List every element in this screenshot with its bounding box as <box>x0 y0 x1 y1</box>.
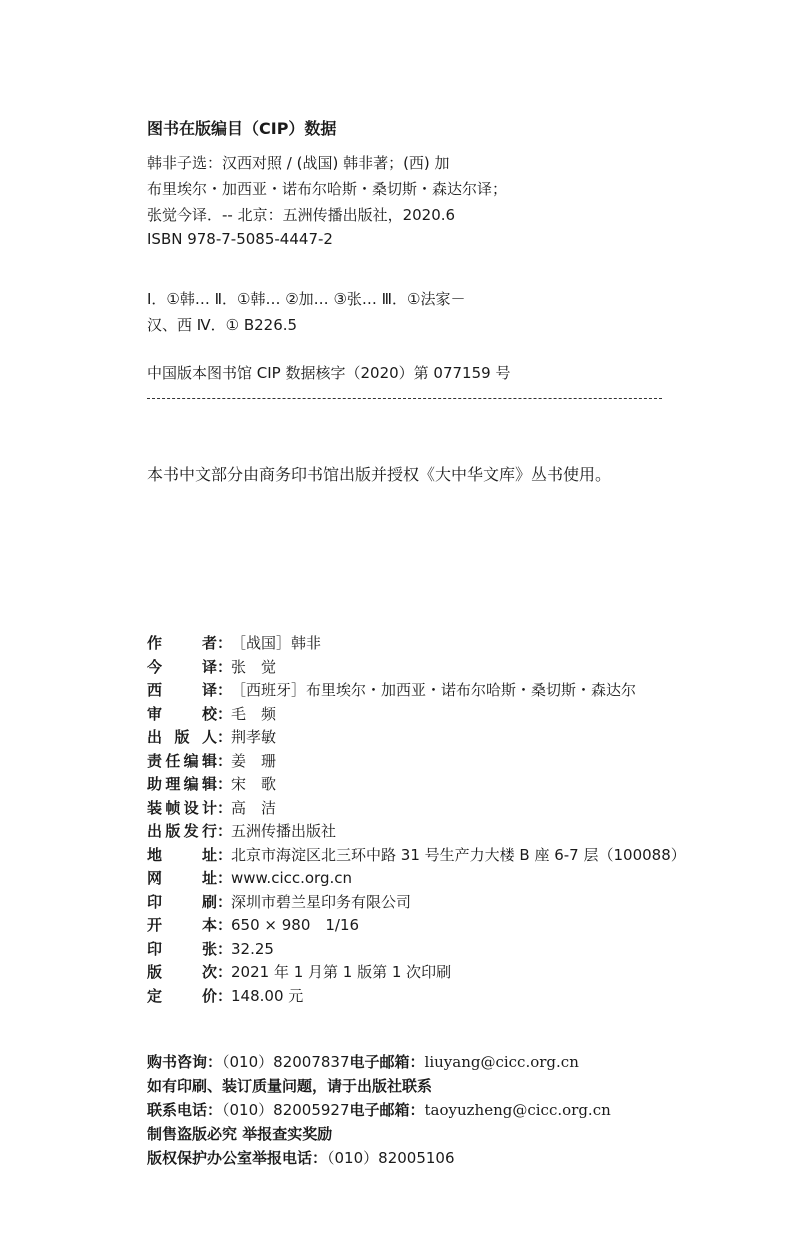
license-notice: 本书中文部分由商务印书馆出版并授权《大中华文库》丛书使用。 <box>147 465 612 484</box>
credit-row <box>147 867 686 891</box>
email-label: 电子邮箱： <box>349 1101 425 1119</box>
credit-row <box>147 844 686 868</box>
credit-label-text: 审 校 <box>147 704 217 723</box>
cip-classification: Ⅰ．①韩… Ⅱ．①韩… ②加… ③张… Ⅲ．①法家－ <box>147 290 466 308</box>
credit-label: 印 张 ： <box>147 938 225 962</box>
cip-line: 布里埃尔・加西亚・诺布尔哈斯・桑切斯・森达尔译； <box>147 180 508 198</box>
credit-value: ［战国］韩非 <box>231 634 322 652</box>
copyright-phone: （010）82005106 <box>327 1149 455 1167</box>
credit-label: 作 者 ： <box>147 632 225 656</box>
credit-label-text: 印 刷 <box>147 892 217 911</box>
credit-value: 深圳市碧兰星印务有限公司 <box>231 892 412 911</box>
credit-label: 开 本 ： <box>147 914 225 938</box>
purchase-phone: （010）82007837 <box>222 1053 350 1071</box>
credit-label: 出 版 发 行 ： <box>147 820 225 844</box>
credit-value: 毛 频 <box>231 704 277 723</box>
email-label: 电子邮箱： <box>349 1053 425 1071</box>
cip-line: 韩非子选：汉西对照 / (战国) 韩非著；(西) 加 <box>147 154 450 172</box>
purchase-email: liuyang@cicc.org.cn <box>424 1053 579 1071</box>
credit-label: 网 址 ： <box>147 867 225 891</box>
credits-list <box>147 632 686 1008</box>
credit-value: ［西班牙］布里埃尔・加西亚・诺布尔哈斯・桑切斯・森达尔 <box>231 681 637 699</box>
credit-label: 助 理 编 辑 ： <box>147 773 225 797</box>
credit-label-text: 版 次 <box>147 963 217 981</box>
credit-label: 西 译 ： <box>147 679 225 703</box>
credit-label-text: 地 址 <box>147 845 217 864</box>
credit-value: www.cicc.org.cn <box>231 869 352 887</box>
credit-label: 今 译 ： <box>147 656 225 680</box>
cip-classification: 汉、西 Ⅳ．① B226.5 <box>147 316 298 334</box>
credit-value: 荆孝敏 <box>231 728 277 746</box>
credit-label-text: 作 者 <box>147 634 217 652</box>
credit-label-text: 装 帧 设 计 <box>147 798 217 817</box>
credit-label-text: 印 张 <box>147 939 217 958</box>
credit-value: 32.25 <box>231 939 274 958</box>
credit-label: 地 址 ： <box>147 844 225 868</box>
credit-row <box>147 632 686 656</box>
copyright-hotline <box>147 1146 611 1170</box>
credit-row <box>147 679 686 703</box>
credit-value: 张 觉 <box>231 657 277 676</box>
credit-row <box>147 820 686 844</box>
cip-title: 图书在版编目（CIP）数据 <box>147 119 337 138</box>
credit-label: 定 价 ： <box>147 985 225 1009</box>
credit-label: 印 刷 ： <box>147 891 225 915</box>
credit-row <box>147 656 686 680</box>
credit-value: 148.00 元 <box>231 986 304 1005</box>
credit-label-text: 今 译 <box>147 657 217 676</box>
credit-value: 五洲传播出版社 <box>231 822 337 840</box>
quality-note: 如有印刷、装订质量问题，请于出版社联系 <box>147 1077 433 1095</box>
credit-label: 责 任 编 辑 ： <box>147 750 225 774</box>
credit-value: 650 × 980 1/16 <box>231 916 360 934</box>
divider <box>147 398 662 399</box>
credit-label: 出 版 人 ： <box>147 726 225 750</box>
credit-label-text: 开 本 <box>147 916 217 934</box>
purchase-inquiry <box>147 1050 611 1074</box>
credit-label-text: 出 版 人 <box>147 728 217 746</box>
credit-label: 装 帧 设 计 ： <box>147 797 225 821</box>
credit-row <box>147 938 686 962</box>
credit-row <box>147 773 686 797</box>
contact-phone: （010）82005927 <box>222 1101 350 1119</box>
credit-label-text: 助 理 编 辑 <box>147 775 217 793</box>
credit-label-text: 责 任 编 辑 <box>147 751 217 770</box>
cip-isbn: ISBN 978-7-5085-4447-2 <box>147 230 333 248</box>
credit-label-text: 网 址 <box>147 869 217 887</box>
credit-value: 高 洁 <box>231 798 277 817</box>
credit-row <box>147 726 686 750</box>
cip-line: 张觉今译．-- 北京：五洲传播出版社，2020.6 <box>147 206 456 224</box>
credit-row <box>147 703 686 727</box>
contact-phone-row <box>147 1098 611 1122</box>
credit-row <box>147 750 686 774</box>
credit-value: 2021 年 1 月第 1 版第 1 次印刷 <box>231 963 452 981</box>
credit-row <box>147 891 686 915</box>
credit-label-text: 西 译 <box>147 681 217 699</box>
credit-row <box>147 914 686 938</box>
credit-label: 审 校 ： <box>147 703 225 727</box>
credit-row <box>147 797 686 821</box>
credit-value: 北京市海淀区北三环中路 31 号生产力大楼 B 座 6-7 层（100088） <box>231 845 686 864</box>
credit-value: 宋 歌 <box>231 775 277 793</box>
credit-row <box>147 985 686 1009</box>
credit-value: 姜 珊 <box>231 751 277 770</box>
copyright-label: 版权保护办公室举报电话： <box>147 1149 328 1167</box>
credit-label: 版 次 ： <box>147 961 225 985</box>
purchase-label: 购书咨询： <box>147 1053 223 1071</box>
credit-row <box>147 961 686 985</box>
contact-email: taoyuzheng@cicc.org.cn <box>424 1101 611 1119</box>
anti-piracy-note: 制售盗版必究 举报查实奖励 <box>147 1125 333 1143</box>
contacts-block <box>147 1050 611 1170</box>
credit-label-text: 出 版 发 行 <box>147 822 217 840</box>
contact-label: 联系电话： <box>147 1101 223 1119</box>
credit-label-text: 定 价 <box>147 986 217 1005</box>
cip-number: 中国版本图书馆 CIP 数据核字（2020）第 077159 号 <box>147 364 511 382</box>
